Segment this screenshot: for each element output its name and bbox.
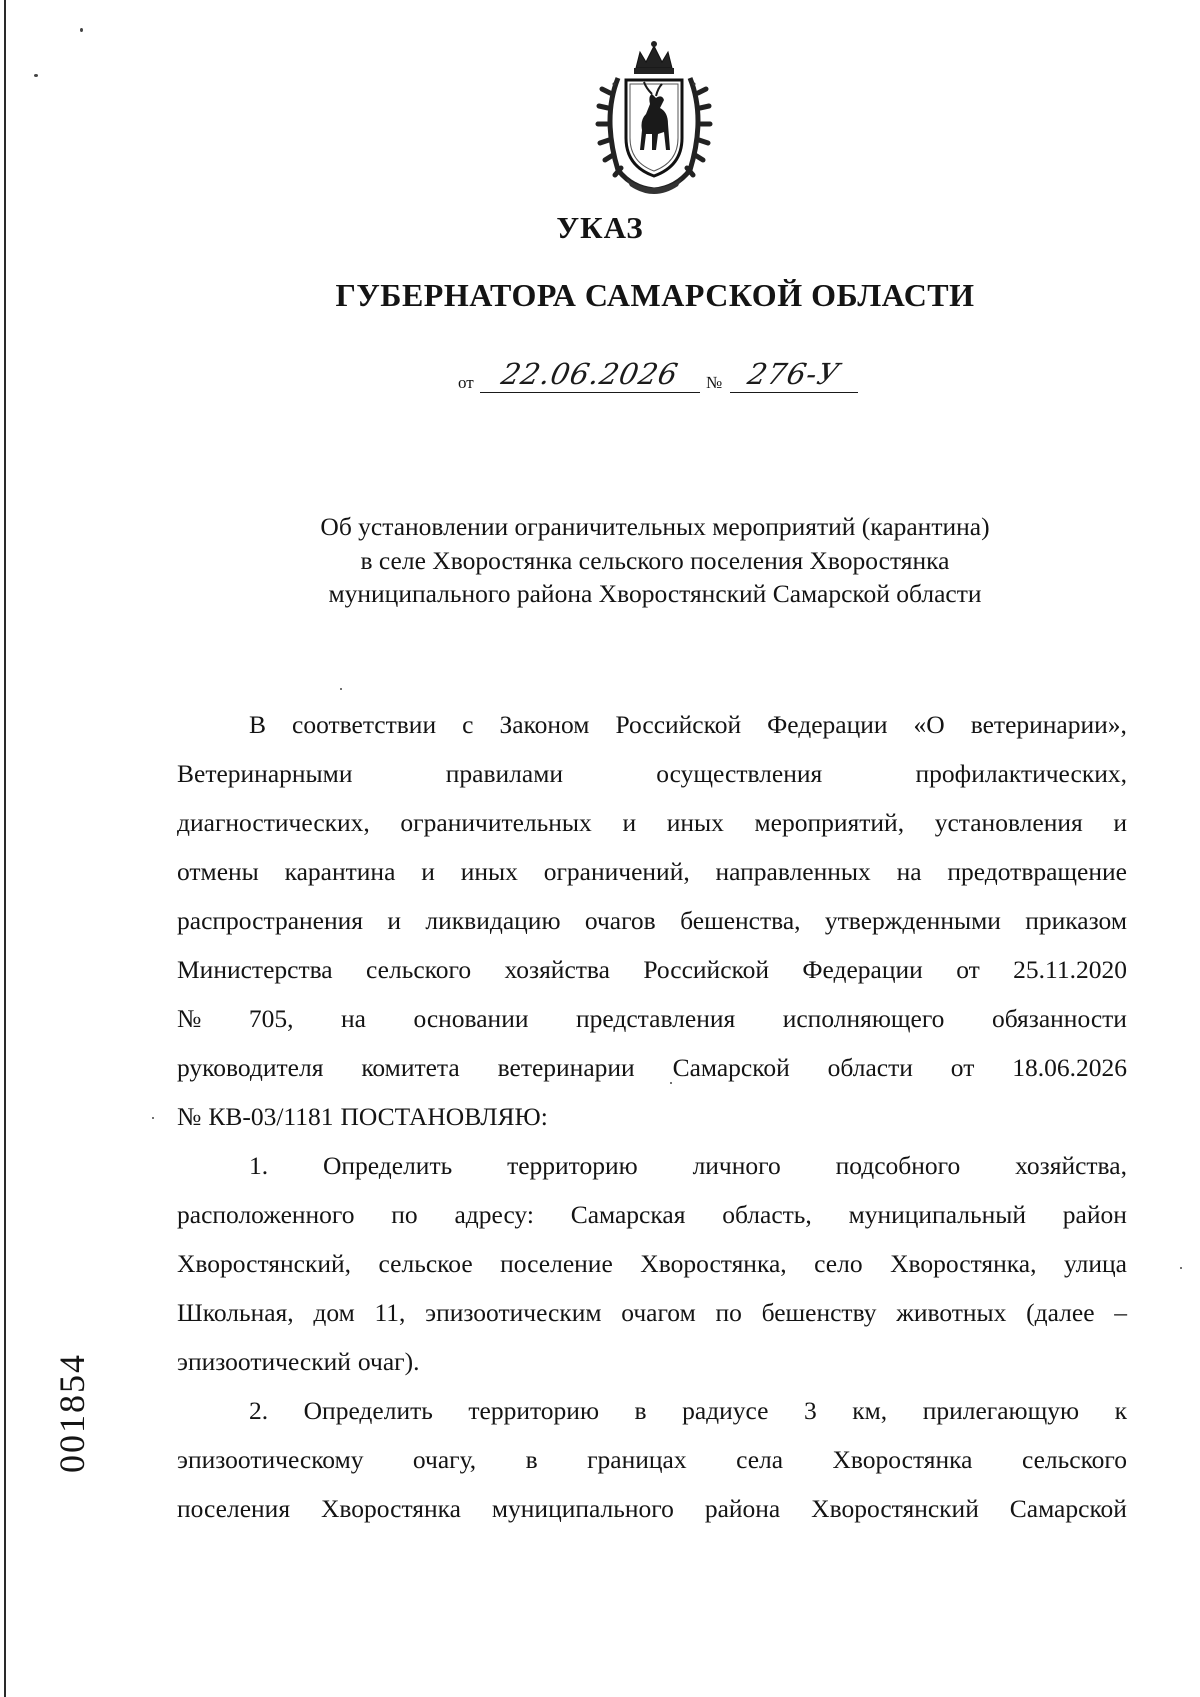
body-word: 3 (804, 1396, 817, 1425)
body-word: территорию (468, 1396, 600, 1425)
body-word: ПОСТАНОВЛЯЮ: (340, 1102, 548, 1131)
body-word: животных (896, 1298, 1007, 1327)
body-word: расположенного (177, 1200, 355, 1229)
decree-body (177, 700, 1127, 1533)
body-word: 1. (249, 1151, 269, 1180)
date-prefix: от (458, 373, 474, 392)
body-word: Федерации (802, 955, 923, 984)
body-word: Министерства (177, 955, 333, 984)
body-word: село (814, 1249, 863, 1278)
body-word: от (956, 955, 980, 984)
body-line (177, 749, 1127, 798)
body-word: направленных (715, 857, 871, 886)
body-word: ограничений, (543, 857, 690, 886)
body-word: 25.11.2020 (1013, 955, 1127, 984)
body-word: области (827, 1053, 913, 1082)
number-prefix: № (706, 373, 723, 392)
body-word: и (1113, 808, 1127, 837)
body-word: Хворостянка, (640, 1249, 787, 1278)
body-line (177, 1141, 1127, 1190)
body-line (177, 1239, 1127, 1288)
body-word: улица (1063, 1249, 1127, 1278)
body-word: отмены (177, 857, 259, 886)
body-word: профилактических, (915, 759, 1127, 788)
body-word: района (704, 1494, 781, 1523)
body-word: представления (576, 1004, 736, 1033)
body-line (177, 798, 1127, 847)
body-word: 18.06.2026 (1012, 1053, 1127, 1082)
date-handwritten: 22.06.2026 (498, 357, 682, 391)
body-line (177, 1386, 1127, 1435)
body-word: № (177, 1004, 202, 1033)
body-word: (далее (1026, 1298, 1095, 1327)
samara-coat-of-arms-icon (588, 38, 720, 198)
body-word: ограничительных (400, 808, 592, 837)
body-word: основании (413, 1004, 529, 1033)
body-word: на (340, 1004, 366, 1033)
body-word: эпизоотическому (177, 1445, 364, 1474)
body-word: район (1062, 1200, 1127, 1229)
body-word: – (1114, 1298, 1127, 1327)
body-word: Школьная, (177, 1298, 294, 1327)
body-word: и (387, 906, 402, 935)
body-word: диагностических, (177, 808, 370, 837)
body-word: Российской (615, 710, 742, 739)
body-word: муниципальный (848, 1200, 1027, 1229)
body-word: утвержденными (824, 906, 1001, 935)
body-word: границах (587, 1445, 687, 1474)
body-word: Федерации (767, 710, 888, 739)
body-word: исполняющего (782, 1004, 945, 1033)
body-word: Хворостянский, (177, 1249, 352, 1278)
scan-speck (1180, 1267, 1182, 1269)
body-word: очагу, (412, 1445, 477, 1474)
body-word: Хворостянка (320, 1494, 461, 1523)
body-word: Определить (303, 1396, 433, 1425)
body-word: Самарская (570, 1200, 686, 1229)
body-line (177, 1092, 1127, 1141)
body-word: дом (313, 1298, 355, 1327)
body-word: сельского (366, 955, 472, 984)
body-word: и (622, 808, 637, 837)
body-line (177, 1337, 1127, 1386)
body-word: карантина (284, 857, 396, 886)
body-line (177, 1043, 1127, 1092)
body-word: в (525, 1445, 538, 1474)
issuer-title: ГУБЕРНАТОРА САМАРСКОЙ ОБЛАСТИ (335, 277, 975, 313)
scan-speck (340, 688, 342, 690)
number-field (730, 356, 858, 393)
body-word: Хворостянский (811, 1494, 979, 1523)
body-word: прилегающую (922, 1396, 1080, 1425)
body-word: территорию (507, 1151, 638, 1180)
body-word: мероприятий, (754, 808, 905, 837)
body-word: приказом (1025, 906, 1127, 935)
body-word: «О (913, 710, 945, 739)
body-word: эпизоотический (177, 1347, 351, 1376)
body-word: Законом (499, 710, 590, 739)
body-word: подсобного (835, 1151, 961, 1180)
body-word: очагов (584, 906, 656, 935)
body-word: хозяйства, (1015, 1151, 1127, 1180)
body-line (177, 896, 1127, 945)
body-word: бешенства, (680, 906, 801, 935)
margin-serial-number: 001854 (52, 1353, 92, 1473)
body-word: Самарской (1009, 1494, 1127, 1523)
subject-line: в селе Хворостянка сельского поселения Хворостянка (360, 545, 950, 575)
body-word: км, (852, 1396, 888, 1425)
subject-line: Об установлении ограничительных мероприятий (карантина) (320, 512, 990, 541)
scan-speck (670, 1082, 672, 1084)
body-word: поселения (177, 1494, 291, 1523)
body-word: В (249, 710, 267, 739)
scan-speck (152, 1117, 154, 1119)
body-word: осуществления (656, 759, 823, 788)
body-word: Определить (322, 1151, 453, 1180)
body-word: муниципального (491, 1494, 674, 1523)
body-word: хозяйства (504, 955, 610, 984)
body-word: от (950, 1053, 975, 1082)
body-word: Ветеринарными (177, 759, 353, 788)
body-word: личного (692, 1151, 781, 1180)
decree-subject (220, 510, 1090, 611)
body-word: адресу: (454, 1200, 534, 1229)
body-word: иных (666, 808, 724, 837)
body-word: очаг). (357, 1347, 420, 1376)
body-line (177, 847, 1127, 896)
body-word: Самарской (672, 1053, 790, 1082)
body-line (177, 1435, 1127, 1484)
body-word: сельское (378, 1249, 473, 1278)
body-line (177, 994, 1127, 1043)
body-word: № (177, 1102, 202, 1131)
body-word: комитета (361, 1053, 460, 1082)
body-line (177, 700, 1127, 749)
body-word: 705, (248, 1004, 294, 1033)
body-word: ликвидацию (425, 906, 561, 935)
body-word: обязанности (991, 1004, 1127, 1033)
date-field (480, 356, 700, 393)
body-word: по (715, 1298, 742, 1327)
scan-speck (80, 28, 83, 32)
body-word: ветеринарии», (970, 710, 1127, 739)
body-word: поселение (500, 1249, 613, 1278)
body-word: и (421, 857, 435, 886)
date-number-line (458, 357, 858, 397)
body-line (177, 1288, 1127, 1337)
body-word: на (896, 857, 922, 886)
body-word: Российской (643, 955, 769, 984)
body-word: Хворостянка (832, 1445, 973, 1474)
body-word: 11, (374, 1298, 406, 1327)
body-word: правилами (445, 759, 563, 788)
body-word: по (391, 1200, 418, 1229)
body-word: эпизоотическим (425, 1298, 602, 1327)
body-word: с (462, 710, 474, 739)
number-handwritten: 276-У (744, 357, 844, 391)
body-word: установления (934, 808, 1083, 837)
body-word: руководителя (177, 1053, 324, 1082)
body-line (177, 1190, 1127, 1239)
body-word: радиусе (682, 1396, 769, 1425)
subject-line: муниципального района Хворостянский Самарской области (328, 579, 982, 608)
body-word: очагом (621, 1298, 696, 1327)
body-word: села (736, 1445, 784, 1474)
body-line (177, 1484, 1127, 1533)
body-word: соответствии (292, 710, 437, 739)
body-word: бешенству (761, 1298, 877, 1327)
scan-edge (4, 0, 6, 1697)
body-word: предотвращение (947, 857, 1127, 886)
body-word: в (634, 1396, 647, 1425)
scan-speck (34, 74, 38, 77)
body-word: 2. (249, 1396, 269, 1425)
body-word: КВ-03/1181 (208, 1102, 334, 1131)
body-word: сельского (1021, 1445, 1127, 1474)
decree-title: УКАЗ (556, 210, 644, 245)
body-word: ветеринарии (497, 1053, 635, 1082)
body-word: область, (722, 1200, 812, 1229)
body-word: распространения (177, 906, 363, 935)
body-word: Хворостянка, (890, 1249, 1037, 1278)
body-word: к (1114, 1396, 1127, 1425)
body-line (177, 945, 1127, 994)
body-word: иных (460, 857, 518, 886)
